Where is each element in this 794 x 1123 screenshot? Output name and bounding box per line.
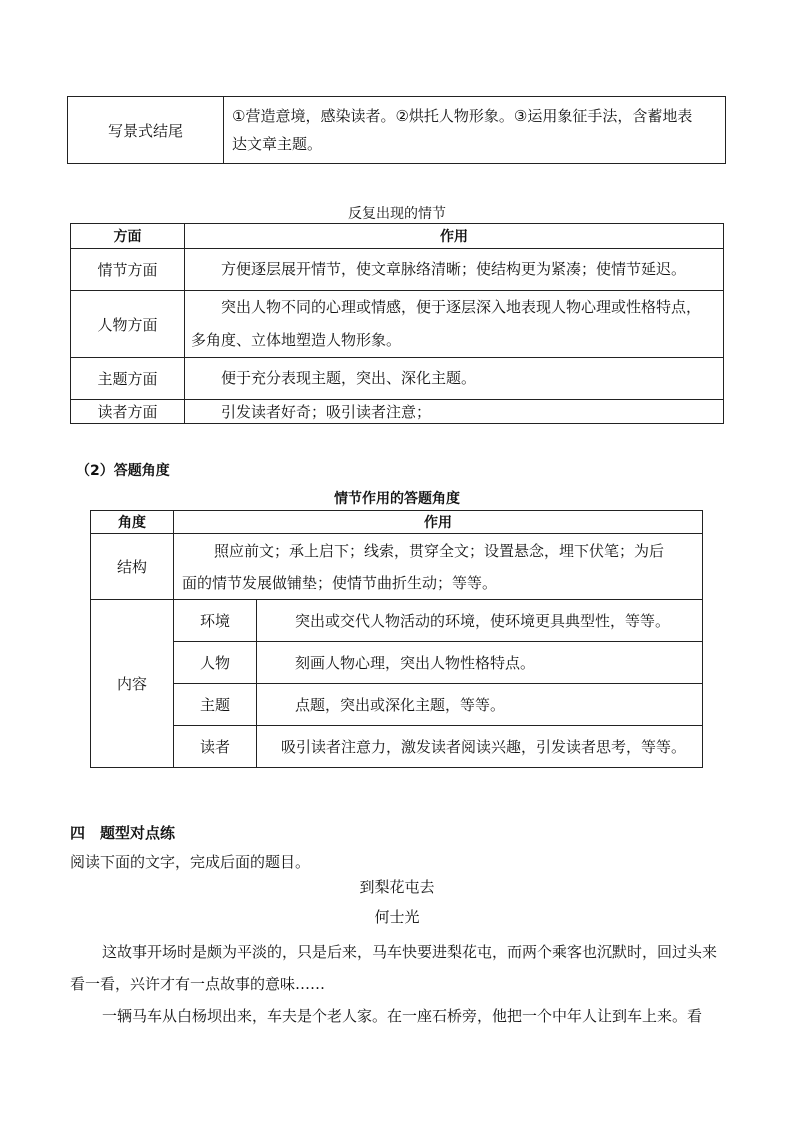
- row-content: 便于充分表现主题，突出、深化主题。: [185, 358, 724, 400]
- row-label: 写景式结尾: [68, 97, 224, 164]
- row-label: 结构: [91, 534, 174, 600]
- row-label: 主题方面: [71, 358, 185, 400]
- table-row: [68, 97, 726, 164]
- table-row: [91, 600, 703, 642]
- table-row: [71, 249, 724, 291]
- row-content: ①营造意境，感染读者。②烘托人物形象。③运用象征手法，含蓄地表 达文章主题。: [224, 97, 726, 164]
- story-author: 何士光: [374, 908, 420, 926]
- row-content: 照应前文；承上启下；线索，贯穿全文；设置悬念，埋下伏笔；为后 面的情节发展做铺垫；使情节曲折生动；等等。: [174, 534, 703, 600]
- answer-angle-table: [90, 510, 703, 768]
- story-paragraph: 这故事开场时是颇为平淡的，只是后来，马车快要进梨花屯，而两个乘客也沉默时，回过头来看一看，兴许才有一点故事的意味……: [70, 943, 718, 993]
- column-header: 作用: [174, 511, 703, 534]
- table-header-row: [71, 224, 724, 249]
- row-label: 内容: [91, 600, 174, 768]
- table-caption: 反复出现的情节: [348, 206, 446, 222]
- row-content: 刻画人物心理，突出人物性格特点。: [257, 642, 703, 684]
- repeated-plot-table: [70, 223, 724, 424]
- column-header: 作用: [185, 224, 724, 249]
- table-header-row: [91, 511, 703, 534]
- row-content: 引发读者好奇；吸引读者注意；: [185, 400, 724, 424]
- table-row: [91, 642, 703, 684]
- row-content: 突出人物不同的心理或情感，便于逐层深入地表现人物心理或性格特点， 多角度、立体地塑造人物形象。: [185, 291, 724, 358]
- row-label: 人物方面: [71, 291, 185, 358]
- instruction-text: 阅读下面的文字，完成后面的题目。: [70, 853, 311, 871]
- sub-row-label: 主题: [174, 684, 257, 726]
- ending-table: [67, 96, 726, 164]
- table-caption: 情节作用的答题角度: [334, 491, 460, 507]
- column-header: 方面: [71, 224, 185, 249]
- row-label: 读者方面: [71, 400, 185, 424]
- table-row: [91, 534, 703, 600]
- row-content: 吸引读者注意力，激发读者阅读兴趣，引发读者思考，等等。: [257, 726, 703, 768]
- table-row: [91, 726, 703, 768]
- story-paragraph: 一辆马车从白杨坝出来，车夫是个老人家。在一座石桥旁，他把一个中年人让到车上来。看: [102, 1007, 703, 1025]
- row-content: 点题，突出或深化主题，等等。: [257, 684, 703, 726]
- table-row: [71, 358, 724, 400]
- table-row: [91, 684, 703, 726]
- section-heading: 四 题型对点练: [70, 824, 176, 842]
- column-header: 角度: [91, 511, 174, 534]
- section-heading: （2）答题角度: [76, 463, 170, 479]
- table-row: [71, 400, 724, 424]
- table-row: [71, 291, 724, 358]
- row-content: 方便逐层展开情节，使文章脉络清晰；使结构更为紧凑；使情节延迟。: [185, 249, 724, 291]
- row-label: 情节方面: [71, 249, 185, 291]
- sub-row-label: 环境: [174, 600, 257, 642]
- story-title: 到梨花屯去: [359, 878, 435, 896]
- row-content: 突出或交代人物活动的环境，使环境更具典型性，等等。: [257, 600, 703, 642]
- sub-row-label: 人物: [174, 642, 257, 684]
- sub-row-label: 读者: [174, 726, 257, 768]
